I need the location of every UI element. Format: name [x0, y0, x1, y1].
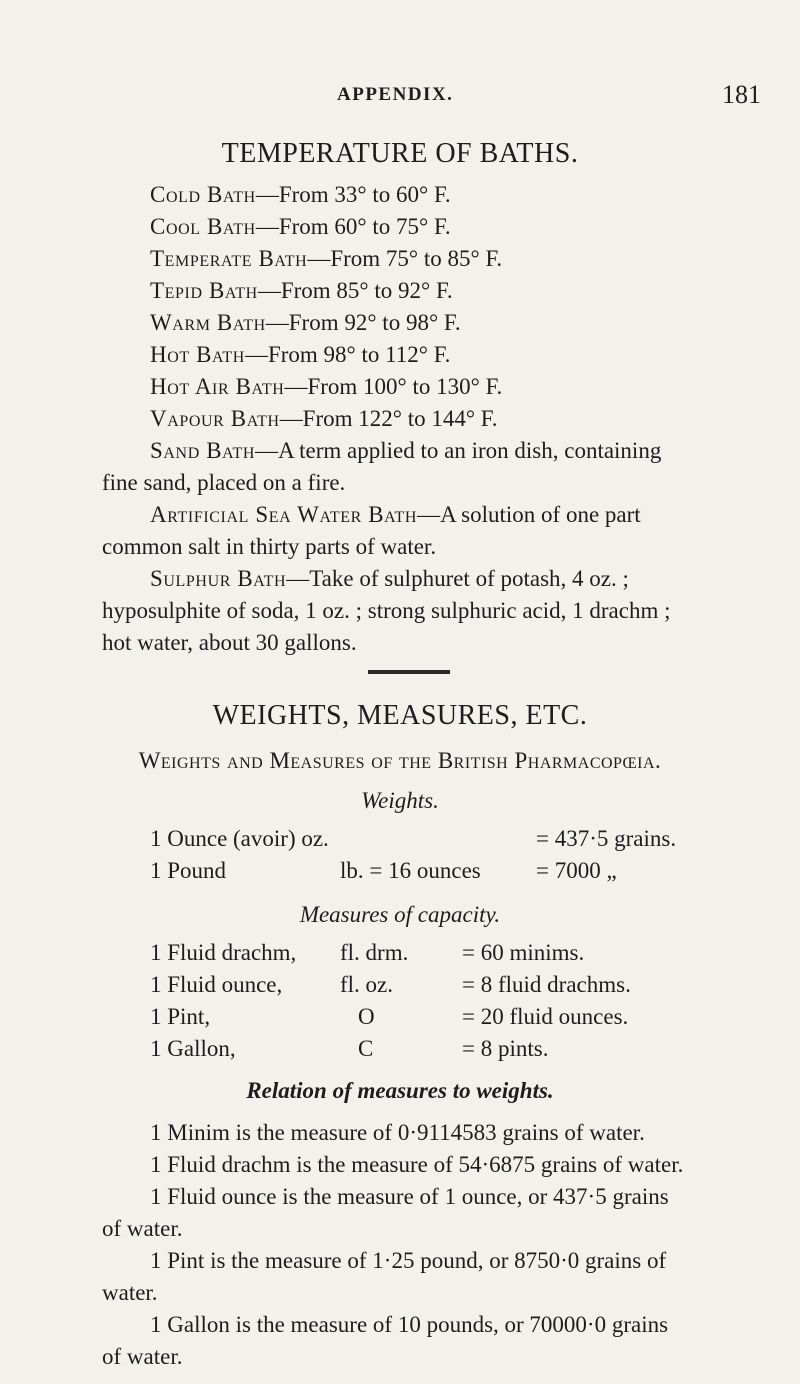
bath-name: Warm Bath — [150, 310, 266, 335]
bath-text: —A solution of one part — [417, 502, 641, 527]
page-number: 181 — [722, 80, 761, 109]
relation-line: 1 Pint is the measure of 1·25 pound, or 8750·0 grains of — [150, 1248, 667, 1273]
capacity-abbr: fl. drm. — [340, 940, 409, 965]
bath-name: Cool Bath — [150, 214, 256, 239]
relation-line: 1 Minim is the measure of 0·9114583 grains of water. — [150, 1120, 645, 1145]
bath-name: Tepid Bath — [150, 278, 258, 303]
relation-line: of water. — [102, 1344, 183, 1369]
bath-name: Sand Bath — [150, 438, 256, 463]
baths-title: TEMPERATURE OF BATHS. — [221, 138, 579, 169]
bath-entry-continuation: common salt in thirty parts of water. — [102, 534, 437, 559]
bath-entry — [150, 308, 760, 337]
bath-entry — [150, 212, 760, 241]
capacity-eq: = 20 fluid ounces. — [462, 1004, 629, 1029]
relation-line: 1 Fluid ounce is the measure of 1 ounce, or 437·5 grains — [150, 1184, 669, 1209]
bath-entry — [150, 500, 760, 529]
bath-text: —From 100° to 130° F. — [284, 374, 503, 399]
bath-text: —Take of sulphuret of potash, 4 oz. ; — [286, 566, 629, 591]
capacity-eq: = 8 pints. — [462, 1036, 549, 1061]
running-title: APPENDIX. — [337, 84, 454, 105]
weights-heading: Weights. — [361, 788, 439, 813]
bath-entry — [150, 404, 760, 433]
capacity-qty: 1 Fluid drachm, — [150, 940, 297, 965]
relation-line: 1 Fluid drachm is the measure of 54·6875 grains of water. — [150, 1152, 684, 1177]
bath-text: —From 122° to 144° F. — [279, 406, 498, 431]
bath-text: —From 75° to 85° F. — [307, 246, 503, 271]
capacity-abbr: C — [358, 1036, 374, 1061]
bath-name: Hot Air Bath — [150, 374, 285, 399]
bath-text: —From 92° to 98° F. — [265, 310, 461, 335]
bath-entry — [150, 180, 760, 209]
bath-entry — [150, 372, 760, 401]
capacity-eq: = 60 minims. — [462, 940, 585, 965]
bath-entry-continuation: hot water, about 30 gallons. — [102, 630, 357, 655]
bath-text: —From 85° to 92° F. — [257, 278, 453, 303]
weights-title: WEIGHTS, MEASURES, ETC. — [212, 700, 588, 731]
bath-entry — [150, 340, 760, 369]
capacity-qty: 1 Gallon, — [150, 1036, 236, 1061]
capacity-qty: 1 Fluid ounce, — [150, 972, 283, 997]
capacity-abbr: fl. oz. — [340, 972, 394, 997]
capacity-abbr: O — [358, 1004, 375, 1029]
section-divider — [368, 670, 450, 674]
bath-text: —A term applied to an iron dish, containing — [255, 438, 662, 463]
bath-entry — [150, 564, 760, 593]
bath-entry-continuation: fine sand, placed on a fire. — [102, 470, 346, 495]
capacity-heading: Measures of capacity. — [299, 902, 501, 927]
bath-entry — [150, 244, 760, 273]
bath-name: Vapour Bath — [150, 406, 280, 431]
bath-entry-continuation: hyposulphite of soda, 1 oz. ; strong sulphuric acid, 1 drachm ; — [102, 598, 671, 623]
weights-qty: 1 Ounce (avoir) oz. — [150, 826, 329, 851]
weights-eq: = 7000 „ — [536, 858, 617, 883]
bath-text: —From 60° to 75° F. — [255, 214, 451, 239]
relation-heading: Relation of measures to weights. — [246, 1078, 554, 1103]
bath-name: Hot Bath — [150, 342, 245, 367]
relation-line: 1 Gallon is the measure of 10 pounds, or 70000·0 grains — [150, 1312, 669, 1337]
weights-subtitle: Weights and Measures of the British Pharmacopœia. — [138, 748, 662, 773]
bath-name: Temperate Bath — [150, 246, 308, 271]
bath-text: —From 33° to 60° F. — [255, 182, 451, 207]
bath-name: Sulphur Bath — [150, 566, 287, 591]
weights-abbr: lb. = 16 ounces — [340, 858, 481, 883]
weights-eq: = 437·5 grains. — [536, 826, 677, 851]
capacity-qty: 1 Pint, — [150, 1004, 211, 1029]
relation-line: of water. — [102, 1216, 183, 1241]
bath-text: —From 98° to 112° F. — [244, 342, 451, 367]
capacity-eq: = 8 fluid drachms. — [462, 972, 631, 997]
weights-qty: 1 Pound — [150, 858, 227, 883]
relation-line: water. — [102, 1280, 158, 1305]
bath-entry — [150, 276, 760, 305]
bath-entry — [150, 436, 760, 465]
bath-name: Artificial Sea Water Bath — [150, 502, 418, 527]
bath-name: Cold Bath — [150, 182, 256, 207]
